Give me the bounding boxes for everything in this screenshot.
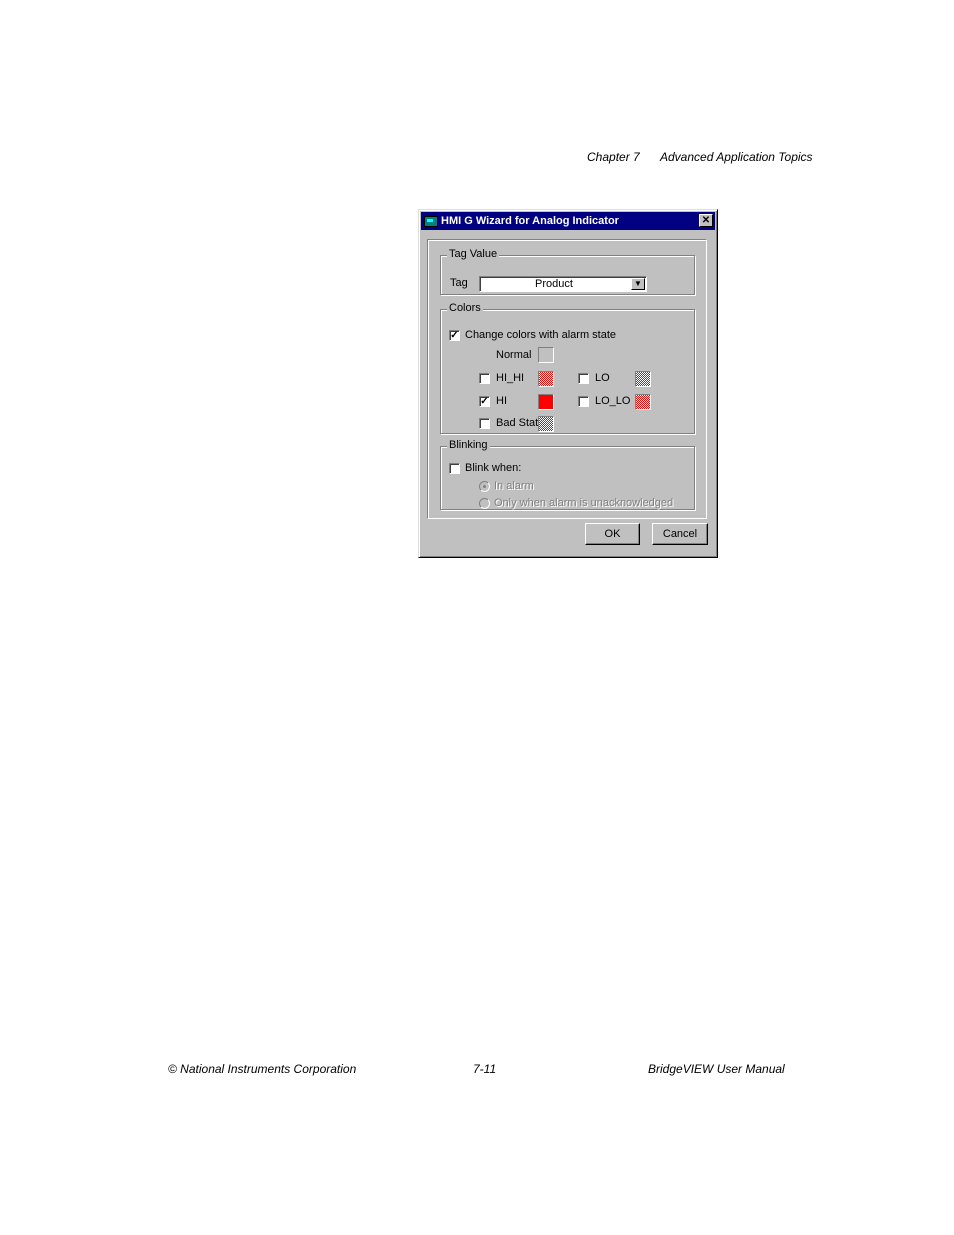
footer-manual-title: BridgeVIEW User Manual [648, 1062, 785, 1076]
unacknowledged-radio[interactable] [479, 498, 490, 509]
tag-dropdown[interactable] [479, 276, 647, 292]
dialog-title: HMI G Wizard for Analog Indicator [441, 215, 619, 227]
hi-hi-label: HI_HI [496, 372, 525, 384]
app-icon [424, 216, 438, 227]
wizard-dialog [418, 209, 718, 558]
close-button[interactable] [699, 214, 713, 227]
lo-lo-label: LO_LO [595, 395, 631, 407]
blinking-group-label: Blinking [449, 439, 488, 451]
in-alarm-label: In alarm [494, 480, 534, 492]
tag-label: Tag [450, 277, 468, 289]
hi-label: HI [496, 395, 507, 407]
bad-stat-color-swatch[interactable] [538, 416, 554, 432]
header-topic: Advanced Application Topics [660, 150, 813, 164]
normal-label: Normal [496, 349, 532, 361]
lo-checkbox[interactable] [578, 373, 589, 384]
hi-hi-color-swatch[interactable] [538, 371, 554, 387]
blink-when-checkbox[interactable] [449, 463, 460, 474]
footer-page-number: 7-11 [473, 1062, 497, 1076]
footer-copyright: © National Instruments Corporation [168, 1062, 357, 1076]
hi-checkbox[interactable] [479, 396, 490, 407]
tag-dropdown-value: Product [535, 278, 573, 290]
bad-stat-checkbox[interactable] [479, 418, 490, 429]
hi-color-swatch[interactable] [538, 394, 554, 410]
change-colors-label: Change colors with alarm state [465, 329, 617, 341]
check-mark-icon: ✓ [480, 396, 489, 407]
hi-hi-checkbox[interactable] [479, 373, 490, 384]
tag-value-group-label: Tag Value [449, 248, 498, 260]
cancel-button[interactable]: Cancel [652, 523, 708, 545]
header-chapter: Chapter 7 [587, 150, 640, 164]
blink-when-label: Blink when: [465, 462, 522, 474]
chevron-down-icon[interactable]: ▼ [631, 278, 645, 290]
unacknowledged-label: Only when alarm is unacknowledged [494, 497, 674, 509]
colors-group [440, 302, 695, 434]
lo-color-swatch[interactable] [635, 371, 651, 387]
content-panel [427, 239, 707, 519]
in-alarm-radio[interactable] [479, 481, 490, 492]
close-icon: ✕ [701, 215, 711, 226]
lo-label: LO [595, 372, 610, 384]
ok-button[interactable]: OK [585, 523, 640, 545]
bad-stat-label: Bad Stat [496, 417, 539, 429]
colors-group-label: Colors [449, 302, 481, 314]
normal-color-swatch[interactable] [538, 347, 554, 363]
lo-lo-checkbox[interactable] [578, 396, 589, 407]
check-mark-icon: ✓ [450, 330, 459, 341]
change-colors-checkbox[interactable] [449, 330, 460, 341]
lo-lo-color-swatch[interactable] [635, 394, 651, 410]
title-bar[interactable] [421, 212, 715, 230]
